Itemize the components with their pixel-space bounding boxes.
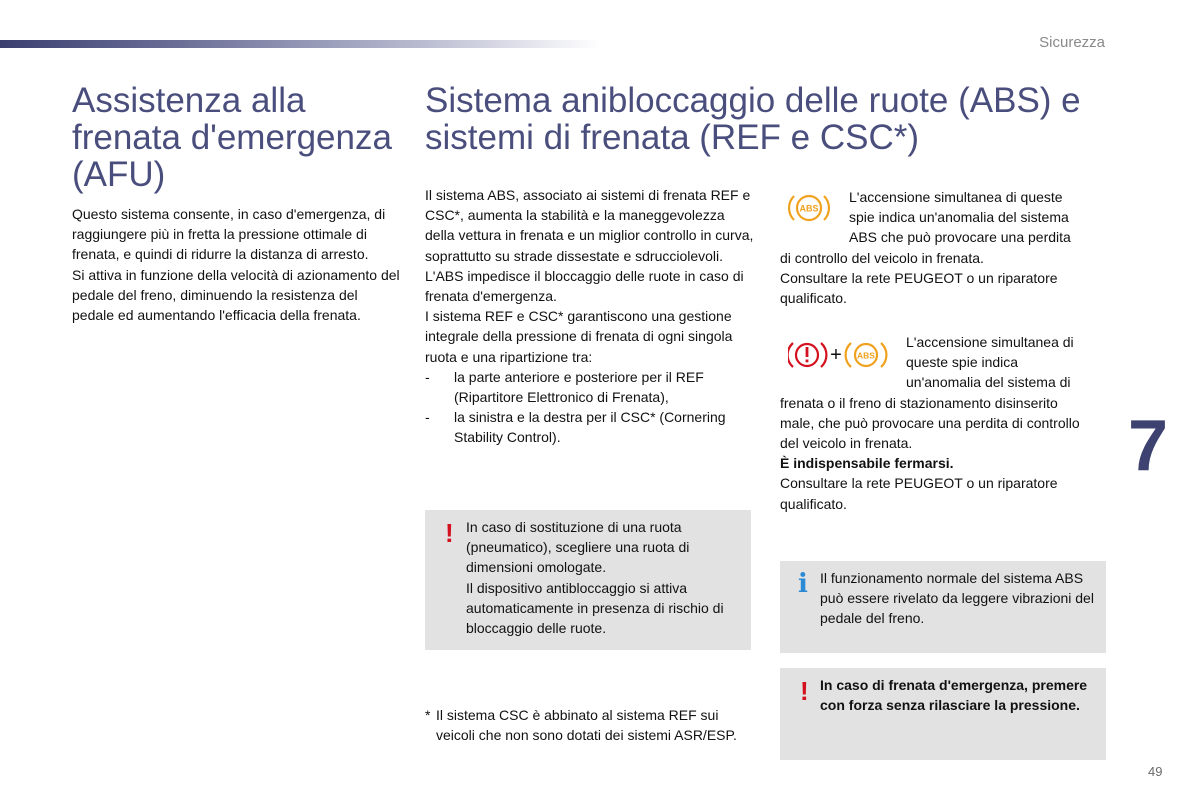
list-item-text: la parte anteriore e posteriore per il REF (Ripartitore Elettronico di Frenata),	[454, 368, 704, 406]
lamp-text: di controllo del veicolo in frenata.	[780, 249, 984, 266]
abs-lamp-label: ABS	[857, 350, 875, 361]
warning-line: In caso di sostituzione di una ruota (pneumatico), scegliere una ruota di dimensioni omologate.	[466, 519, 690, 576]
page-number: 49	[1148, 764, 1163, 779]
afu-title: Assistenza alla frenata d'emergenza (AFU)	[72, 81, 392, 194]
lamp-text: L'accensione simultanea di queste spie indica un'anomalia del sistema ABS che può provocare una perdita	[849, 189, 1071, 246]
afu-paragraph: Questo sistema consente, in caso d'emergenza, di raggiungere più in fretta la pressione ottimale di frenata, e quindi di ridurre la distanza di arresto.	[72, 206, 386, 263]
list-item	[425, 407, 755, 447]
header-accent-bar	[0, 40, 600, 48]
list-item-text: la sinistra e la destra per il CSC* (Cornering Stability Control).	[454, 409, 726, 446]
info-icon: i	[798, 569, 808, 599]
brake-lamp-description	[780, 332, 1090, 514]
abs-title: Sistema anibloccaggio delle ruote (ABS) e sistemi di frenata (REF e CSC*)	[425, 81, 1081, 157]
abs-paragraph: Il sistema ABS, associato ai sistemi di frenata REF e CSC*, aumenta la stabilità e la maneggevolezza della vettura in frenata e un miglior controllo in curva, soprattutto su strade dissestate e sdrucciolevoli.	[425, 187, 754, 264]
footnote-text: Il sistema CSC è abbinato al sistema REF sui veicoli che non sono dotati dei sistemi ASR/ESP.	[436, 707, 737, 744]
warning-line: Il dispositivo antibloccaggio si attiva automaticamente in presenza di rischio di bloccaggio delle ruote.	[466, 579, 724, 637]
footnote-marker: *	[425, 707, 431, 723]
section-title: Sicurezza	[1039, 34, 1105, 51]
abs-lamp-description	[780, 187, 1090, 308]
abs-info-box	[780, 561, 1106, 653]
abs-paragraph: L'ABS impedisce il bloccaggio delle ruote in caso di frenata d'emergenza.	[425, 267, 744, 305]
wheel-replacement-warning-box	[425, 510, 751, 650]
plus-sign: +	[830, 344, 842, 366]
csc-footnote	[425, 705, 745, 745]
lamp-text: L'accensione simultanea di queste spie indica un'anomalia del sistema di	[906, 334, 1074, 391]
list-dash: -	[425, 368, 430, 385]
abs-paragraph: I sistema REF e CSC* garantiscono una gestione integrale della pressione di frenata di ogni singola ruota e una ripartizione tra:	[425, 308, 733, 365]
afu-paragraph: Si attiva in funzione della velocità di azionamento del pedale del freno, diminuendo la resistenza del pedale ed aumentando l'efficacia della frenata.	[72, 266, 400, 324]
afu-description	[72, 204, 402, 325]
lamp-advice: Consultare la rete PEUGEOT o un riparatore qualificato.	[780, 269, 1058, 307]
lamp-text: frenata o il freno di stazionamento disinserito male, che può provocare una perdita di controllo del veicolo in frenata.	[780, 394, 1080, 452]
list-item	[425, 367, 755, 407]
warning-icon: !	[445, 518, 454, 548]
abs-lamp-label: ABS	[799, 203, 819, 214]
lamp-advice: Consultare la rete PEUGEOT o un riparatore qualificato.	[780, 475, 1058, 512]
info-text: Il funzionamento normale del sistema ABS può essere rivelato da leggere vibrazioni del pedale del freno.	[820, 570, 1094, 627]
list-dash: -	[425, 409, 430, 426]
warning-text	[466, 517, 746, 638]
emergency-braking-alert-box	[780, 668, 1106, 760]
chapter-number: 7	[1128, 406, 1169, 486]
warning-icon: !	[800, 676, 809, 706]
abs-description	[425, 185, 755, 448]
alert-text: In caso di frenata d'emergenza, premere con forza senza rilasciare la pressione.	[820, 677, 1088, 714]
stop-instruction: È indispensabile fermarsi.	[780, 455, 954, 472]
